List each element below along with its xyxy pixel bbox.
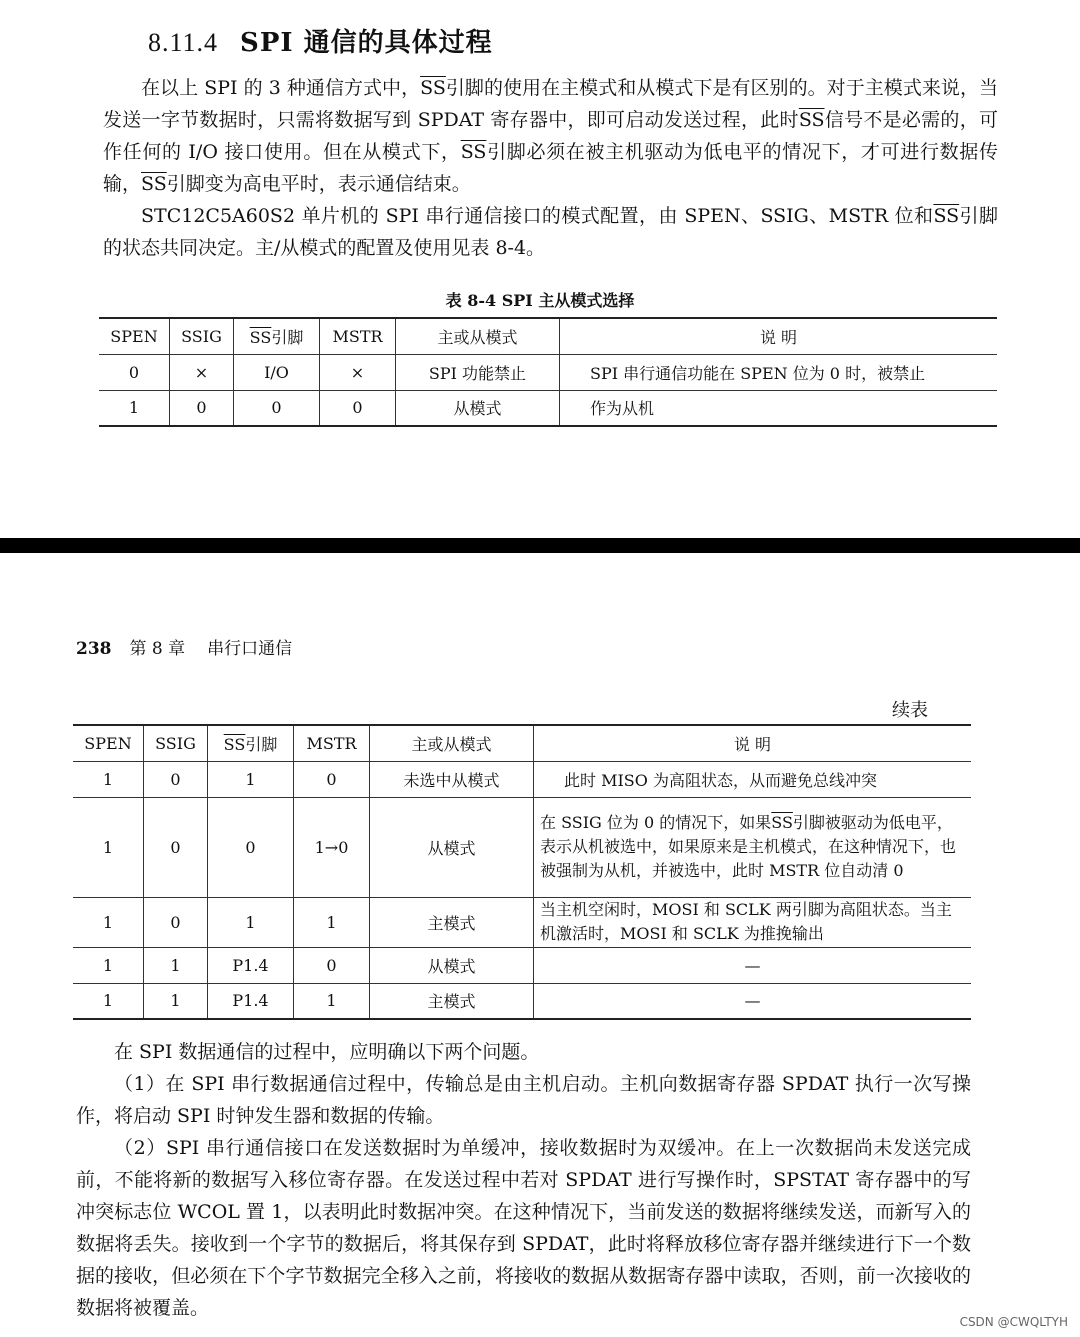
table-header-row <box>99 318 997 354</box>
text: 在 SSIG 位为 0 的情况下，如果 <box>540 813 772 832</box>
text: 信号不是必需的，可作任何的 I/O 接口使用。但在从模式下， <box>103 109 998 163</box>
col-mstr: MSTR <box>294 725 370 761</box>
page-header <box>76 634 292 659</box>
section-title: SPI 通信的具体过程 <box>240 28 493 58</box>
paragraph-ss-usage <box>103 72 998 200</box>
table-header-row <box>73 725 971 761</box>
cell: 0 <box>128 362 140 382</box>
col-ss <box>208 725 294 761</box>
cell: 未选中从模式 <box>370 761 534 797</box>
paragraph-issue-1: （1）在 SPI 串行数据通信过程中，传输总是由主机启动。主机向数据寄存器 SPDAT 执行一次写操作，将启动 SPI 时钟发生器和数据的传输。 <box>76 1073 971 1127</box>
cell: 1 <box>102 837 114 857</box>
cell: 1 <box>128 398 140 418</box>
col-ss <box>234 318 320 354</box>
cell: 0 <box>294 761 370 797</box>
text: 引脚必须在被主机驱动为低电平的情况下，才可进行数据传输， <box>103 141 998 195</box>
chapter-title: 串行口通信 <box>207 639 293 659</box>
section-number: 8.11.4 <box>148 28 219 57</box>
cell: I/O <box>234 354 320 390</box>
col-desc: 说 明 <box>534 725 972 761</box>
text: 引脚的使用在主模式和从模式下是有区别的。对于主模式来说，当发送一字节数据时，只需将数据写到 SPDAT 寄存器中，即可启动发送过程，此时 <box>103 77 998 131</box>
cell: 1 <box>208 897 294 947</box>
col-mode: 主或从模式 <box>396 318 560 354</box>
paragraph-mode-config <box>103 200 998 264</box>
cell: 0 <box>234 390 320 426</box>
section-heading <box>148 22 493 59</box>
ss-overline: $\overline{SS}$ <box>420 77 446 99</box>
cell: 1 <box>294 983 370 1019</box>
cell: — <box>534 983 972 1019</box>
cell: 0 <box>144 897 208 947</box>
ss-overline: $\overline{SS}$ <box>223 734 246 754</box>
text: 引脚变为高电平时，表示通信结束。 <box>166 173 471 195</box>
table-row <box>73 797 971 897</box>
ss-overline: $\overline{SS}$ <box>933 205 960 227</box>
col-spen: SPEN <box>110 326 158 346</box>
col-spen: SPEN <box>84 733 132 753</box>
cell: 1 <box>102 912 114 932</box>
cell: 1 <box>144 983 208 1019</box>
cell: × <box>320 354 396 390</box>
cell: 1→0 <box>294 797 370 897</box>
cell: SPI 功能禁止 <box>396 354 560 390</box>
cell: 1 <box>102 955 114 975</box>
cell <box>534 797 972 897</box>
text: 引脚 <box>271 327 304 347</box>
cell: 0 <box>144 797 208 897</box>
col-desc: 说 明 <box>560 318 998 354</box>
col-ssig: SSIG <box>144 725 208 761</box>
chapter-label: 第 8 章 <box>129 639 186 659</box>
table-row <box>73 983 971 1019</box>
page-number: 238 <box>76 639 112 659</box>
text: STC12C5A60S2 单片机的 SPI 串行通信接口的模式配置，由 SPEN、SSIG、MSTR 位和 <box>141 205 934 227</box>
ss-overline: $\overline{SS}$ <box>249 327 272 347</box>
ss-overline: $\overline{SS}$ <box>460 141 487 163</box>
cell: 1 <box>208 761 294 797</box>
cell: P1.4 <box>208 983 294 1019</box>
table-row <box>73 761 971 797</box>
text: 引脚 <box>245 734 278 754</box>
table-row <box>73 897 971 947</box>
page-divider <box>0 538 1080 553</box>
cell: 0 <box>170 390 234 426</box>
cell: SPI 串行通信功能在 SPEN 位为 0 时，被禁止 <box>560 354 998 390</box>
cell: 当主机空闲时，MOSI 和 SCLK 两引脚为高阻状态。当主机激活时，MOSI 和 SCLK 为推挽输出 <box>534 897 972 947</box>
continued-label: 续表 <box>892 700 928 721</box>
text: 引脚被驱动为低电平，表示从机被选中，如果原来是主机模式，在这种情况下，也被强制为从机，并被选中，此时 MSTR 位自动清 0 <box>540 813 957 880</box>
table-row <box>99 390 997 426</box>
table-caption: 表 8-4 SPI 主从模式选择 <box>445 291 635 310</box>
cell: × <box>170 354 234 390</box>
cell: 0 <box>144 761 208 797</box>
ss-overline: $\overline{SS}$ <box>771 813 793 832</box>
spi-mode-table-part1 <box>99 317 997 427</box>
text: 在以上 SPI 的 3 种通信方式中， <box>141 77 421 99</box>
cell: 0 <box>320 390 396 426</box>
cell: 此时 MISO 为高阻状态，从而避免总线冲突 <box>534 761 972 797</box>
cell: 从模式 <box>370 947 534 983</box>
cell: 从模式 <box>370 797 534 897</box>
cell: 1 <box>294 897 370 947</box>
table-row <box>73 947 971 983</box>
cell: P1.4 <box>208 947 294 983</box>
spi-mode-table-part2 <box>73 724 971 1020</box>
cell: 主模式 <box>370 897 534 947</box>
cell: — <box>534 947 972 983</box>
col-ssig: SSIG <box>170 318 234 354</box>
text: 引脚的状态共同决定。主/从模式的配置及使用见表 8-4。 <box>103 205 998 259</box>
cell: 作为从机 <box>560 390 998 426</box>
paragraph-issue-2: （2）SPI 串行通信接口在发送数据时为单缓冲，接收数据时为双缓冲。在上一次数据尚未发送完成前，不能将新的数据写入移位寄存器。在发送过程中若对 SPDAT 进行写操作时，SPSTAT 寄存器中的写冲突标志位 WCOL 置 1，以表明此时数据冲突。在这种情况下，当前发送的数据将继续发送，而新写入的数据将丢失。接收到一个字节的数据后，将其保存到 SPDAT，此时将释放移位寄存器并继续进行下一个数据的接收，但必须在下个字节数据完全移入之前，将接收的数据从数据寄存器中读取，否则，前一次接收的数据将被覆盖。 <box>76 1137 971 1319</box>
cell: 0 <box>294 947 370 983</box>
cell: 主模式 <box>370 983 534 1019</box>
cell: 1 <box>144 947 208 983</box>
col-mode: 主或从模式 <box>370 725 534 761</box>
col-mstr: MSTR <box>320 318 396 354</box>
watermark: CSDN @CWQLTYH <box>959 1315 1068 1329</box>
table-row <box>99 354 997 390</box>
cell: 1 <box>102 991 114 1011</box>
cell: 从模式 <box>396 390 560 426</box>
cell: 1 <box>102 769 114 789</box>
cell: 0 <box>208 797 294 897</box>
paragraph-issues-intro: 在 SPI 数据通信的过程中，应明确以下两个问题。 <box>114 1041 540 1063</box>
ss-overline: $\overline{SS}$ <box>798 109 825 131</box>
ss-overline: $\overline{SS}$ <box>141 173 167 195</box>
